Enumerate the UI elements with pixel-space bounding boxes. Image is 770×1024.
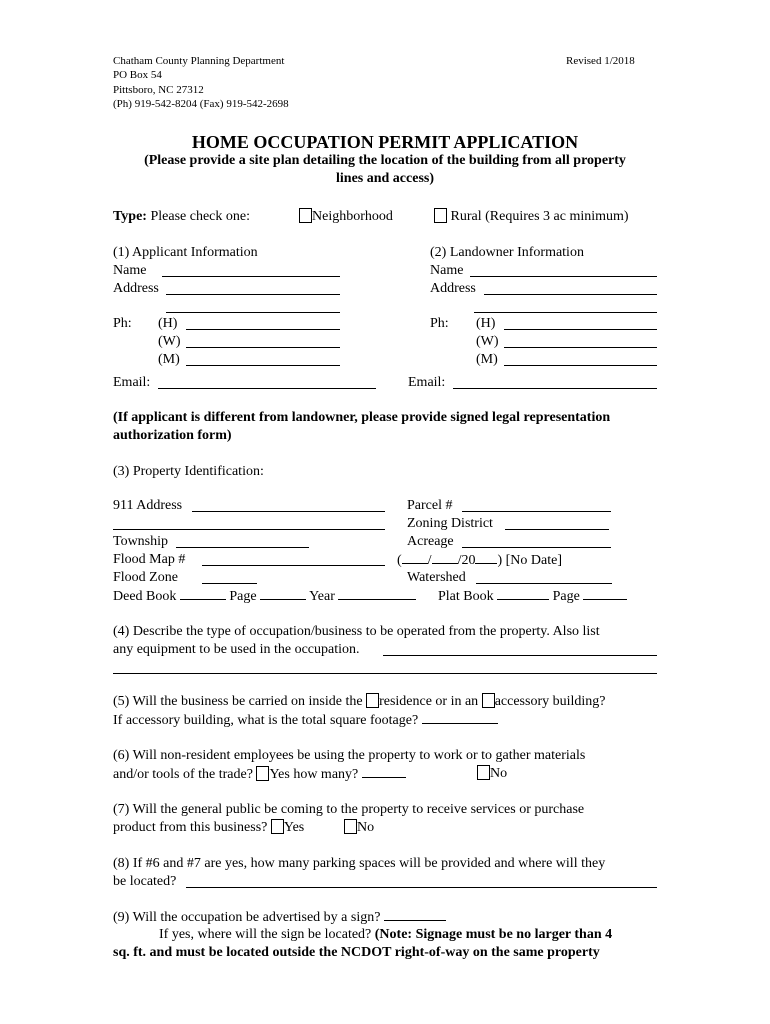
flood-map-field[interactable] (202, 565, 385, 566)
date-20: /20 (457, 553, 476, 568)
flood-zone-label: Flood Zone (113, 570, 178, 585)
q6-yes-label: Yes how many? (269, 767, 359, 782)
page-title: HOME OCCUPATION PERMIT APPLICATION (191, 132, 579, 152)
plat-book-label: Plat Book (438, 589, 494, 604)
applicant-work-phone-field[interactable] (186, 347, 340, 348)
acreage-label: Acreage (407, 534, 454, 549)
rep-note-line1: (If applicant is different from landowner, please provide signed legal representation (113, 410, 611, 425)
flood-zone-field[interactable] (202, 583, 257, 584)
address-911-label: 911 Address (113, 498, 183, 513)
q7-yes-label: Yes (283, 820, 305, 835)
landowner-name-field[interactable] (470, 276, 657, 277)
q9-note: (Note: Signage must be no larger than 4 (374, 927, 613, 942)
landowner-address-field[interactable] (484, 294, 657, 295)
address-911-field[interactable] (192, 511, 385, 512)
residence-label: residence or in an (379, 694, 479, 709)
landowner-work-phone-field[interactable] (504, 347, 657, 348)
parcel-field[interactable] (462, 511, 611, 512)
q9-line1 (113, 908, 446, 926)
date-month-field[interactable] (402, 551, 428, 564)
q5-line1 (113, 693, 605, 710)
applicant-ph-label: Ph: (113, 316, 132, 331)
date-year-field[interactable] (475, 551, 497, 564)
date-open: ( (397, 553, 402, 568)
accessory-label: accessory building? (494, 694, 606, 709)
type-prompt: Please check one: (150, 209, 250, 224)
no-date-label: [No Date] (505, 553, 562, 568)
q6-no[interactable] (477, 765, 507, 782)
q7-line1: (7) Will the general public be coming to the property to receive services or purchase (113, 802, 585, 817)
applicant-address-field-2[interactable] (166, 312, 340, 313)
landowner-mobile-phone-field[interactable] (504, 365, 657, 366)
acreage-field[interactable] (462, 547, 611, 548)
applicant-address-label: Address (113, 281, 159, 296)
type-neighborhood[interactable] (299, 208, 393, 225)
date-sep: / (427, 553, 432, 568)
q6-line2-text: and/or tools of the trade? (113, 767, 253, 782)
dept-name: Chatham County Planning Department (113, 55, 285, 67)
landowner-address-field-2[interactable] (474, 312, 657, 313)
q7-line2 (113, 819, 304, 836)
plat-page-field[interactable] (583, 587, 627, 600)
plat-page-label: Page (552, 589, 580, 604)
type-label: Type: (113, 209, 147, 224)
zoning-field[interactable] (505, 529, 609, 530)
subtitle-line2: lines and access) (336, 171, 434, 186)
landowner-ph-label: Ph: (430, 316, 449, 331)
q6-yes-checkbox[interactable] (256, 766, 269, 781)
q6-line2 (113, 765, 406, 783)
rep-note-line2: authorization form) (113, 428, 232, 443)
deed-year-label: Year (309, 589, 335, 604)
dept-phone-fax: (Ph) 919-542-8204 (Fax) 919-542-2698 (113, 98, 289, 110)
q5-line2 (113, 711, 498, 729)
applicant-name-field[interactable] (162, 276, 340, 277)
q9-line3: sq. ft. and must be located outside the NCDOT right-of-way on the same property (113, 945, 600, 960)
deed-row (113, 587, 416, 605)
plat-book-field[interactable] (497, 587, 549, 600)
landowner-m-label: (M) (476, 352, 498, 367)
q5-prefix: (5) Will the business be carried on inside the (113, 694, 363, 709)
applicant-m-label: (M) (158, 352, 180, 367)
deed-book-label: Deed Book (113, 589, 177, 604)
deed-year-field[interactable] (338, 587, 416, 600)
q9-line2 (159, 926, 612, 943)
applicant-email-field[interactable] (158, 388, 376, 389)
q5-sqft-field[interactable] (422, 711, 498, 724)
q7-no[interactable] (344, 819, 374, 836)
q9-sign-field[interactable] (384, 908, 446, 921)
q6-no-label: No (490, 766, 508, 781)
q6-no-checkbox[interactable] (477, 765, 490, 780)
parcel-label: Parcel # (407, 498, 453, 513)
address-911-field-2[interactable] (113, 529, 385, 530)
type-rural[interactable] (434, 208, 629, 225)
flood-map-label: Flood Map # (113, 552, 186, 567)
deed-page-field[interactable] (260, 587, 306, 600)
deed-book-field[interactable] (180, 587, 226, 600)
applicant-w-label: (W) (158, 334, 181, 349)
residence-checkbox[interactable] (366, 693, 379, 708)
landowner-email-field[interactable] (453, 388, 657, 389)
landowner-w-label: (W) (476, 334, 499, 349)
q5-sqft-label: If accessory building, what is the total square footage? (113, 713, 419, 728)
date-close: ) (497, 553, 503, 568)
q4-answer-field[interactable] (383, 655, 657, 656)
q6-line1: (6) Will non-resident employees be using the property to work or to gather materials (113, 748, 586, 763)
township-label: Township (113, 534, 169, 549)
applicant-heading: (1) Applicant Information (113, 245, 258, 260)
accessory-checkbox[interactable] (482, 693, 495, 708)
township-field[interactable] (176, 547, 309, 548)
type-row (113, 208, 250, 225)
landowner-h-label: (H) (476, 316, 496, 331)
property-heading: (3) Property Identification: (113, 464, 264, 479)
watershed-label: Watershed (407, 570, 466, 585)
landowner-home-phone-field[interactable] (504, 329, 657, 330)
deed-page-label: Page (229, 589, 257, 604)
rural-label: Rural (Requires 3 ac minimum) (450, 209, 629, 224)
q8-line2: be located? (113, 874, 177, 889)
q9-location-question: If yes, where will the sign be located? (159, 927, 372, 942)
q4-answer-field-2[interactable] (113, 673, 657, 674)
landowner-email-label: Email: (408, 375, 446, 390)
applicant-mobile-phone-field[interactable] (186, 365, 340, 366)
q8-line1: (8) If #6 and #7 are yes, how many parking spaces will be provided and where will they (113, 856, 606, 871)
date-row (397, 551, 562, 569)
applicant-email-label: Email: (113, 375, 151, 390)
date-day-field[interactable] (432, 551, 458, 564)
landowner-address-label: Address (430, 281, 476, 296)
q8-answer-field[interactable] (186, 887, 657, 888)
landowner-heading: (2) Landowner Information (430, 245, 584, 260)
neighborhood-checkbox[interactable] (299, 208, 312, 223)
dept-city: Pittsboro, NC 27312 (113, 84, 204, 96)
plat-row (438, 587, 627, 605)
applicant-name-label: Name (113, 263, 147, 278)
applicant-address-field[interactable] (166, 294, 340, 295)
q9-question: (9) Will the occupation be advertised by a sign? (113, 910, 381, 925)
q7-no-label: No (357, 820, 375, 835)
q7-line2-text: product from this business? (113, 820, 268, 835)
rural-checkbox[interactable] (434, 208, 447, 223)
q4-line2: any equipment to be used in the occupation. (113, 642, 360, 657)
landowner-name-label: Name (430, 263, 464, 278)
neighborhood-label: Neighborhood (312, 209, 393, 224)
q7-no-checkbox[interactable] (344, 819, 357, 834)
q7-yes-checkbox[interactable] (271, 819, 284, 834)
q6-how-many-field[interactable] (362, 765, 406, 778)
dept-po-box: PO Box 54 (113, 69, 162, 81)
watershed-field[interactable] (476, 583, 612, 584)
subtitle-line1: (Please provide a site plan detailing the location of the building from all property (144, 153, 626, 168)
zoning-label: Zoning District (407, 516, 493, 531)
revised-date: Revised 1/2018 (566, 55, 635, 67)
applicant-home-phone-field[interactable] (186, 329, 340, 330)
q4-line1: (4) Describe the type of occupation/business to be operated from the property. Also list (113, 624, 600, 639)
applicant-h-label: (H) (158, 316, 178, 331)
